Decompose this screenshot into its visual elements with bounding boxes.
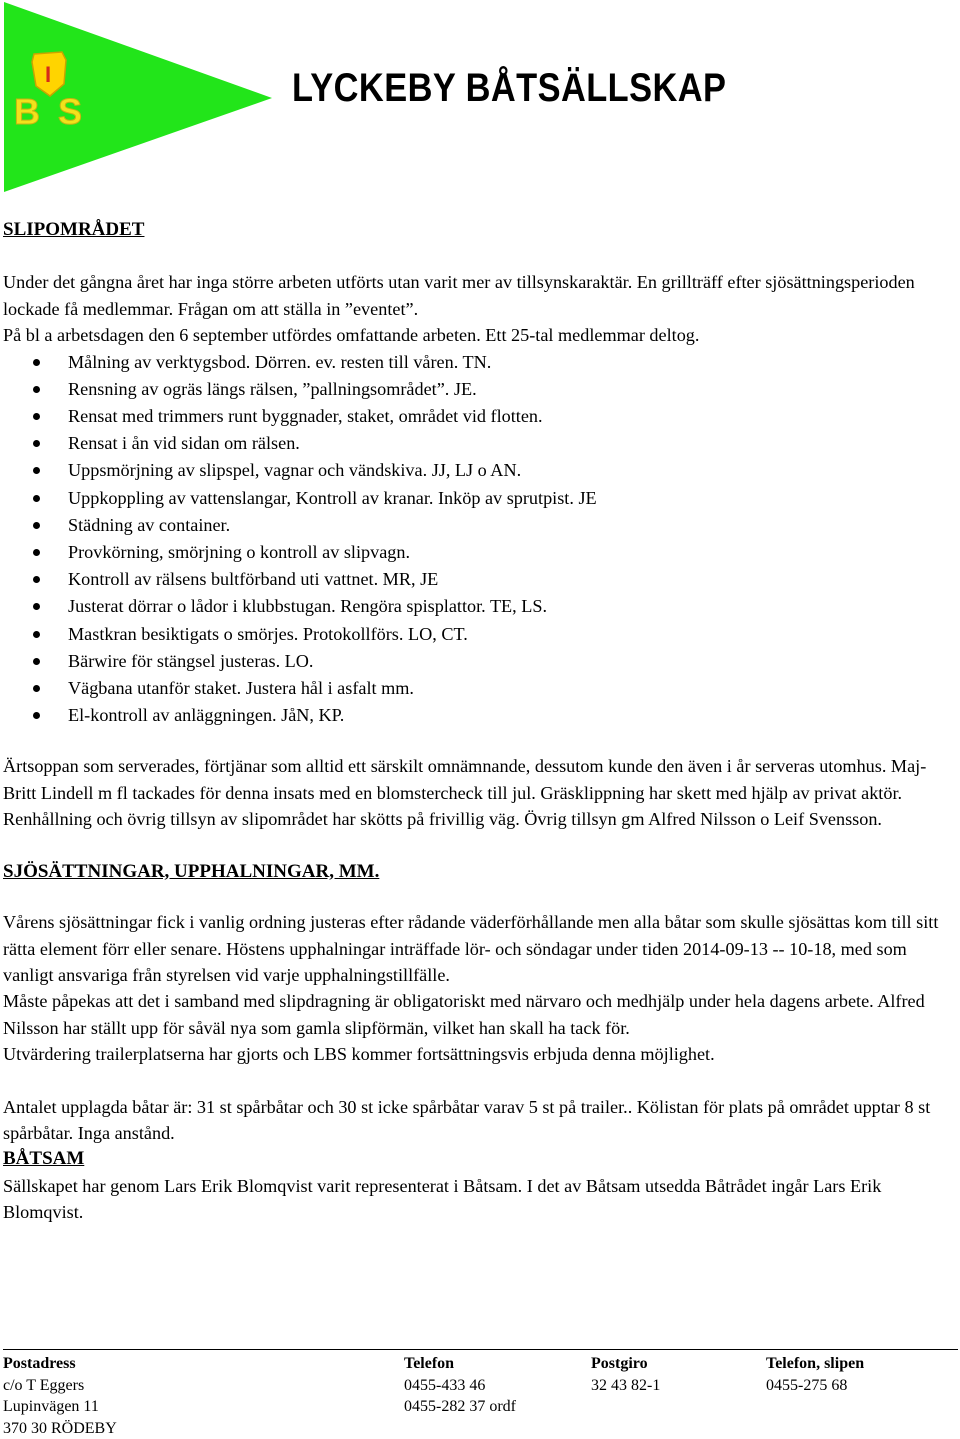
slip-task-item (3, 457, 958, 484)
svg-text:I: I (45, 62, 51, 87)
slip-task-text: Bärwire för stängsel justeras. LO. (68, 651, 313, 671)
launch-paragraph: Vårens sjösättningar fick i vanlig ordning justeras efter rådande väderförhållande men alla båtar som skulle sjösättas kom till sitt rätta element förr eller senare. Höstens upphalningar inträffade lör- och söndagar under tiden 2014-09-13 -- 10-18, med som vanligt ansvariga från styrelsen vid varje upphalningstillfälle. (3, 909, 958, 988)
slip-task-item (3, 648, 958, 675)
slip-task-item (3, 593, 958, 620)
footer-telefon (404, 1353, 516, 1418)
slip-task-item (3, 512, 958, 539)
footer-label: Telefon, slipen (766, 1353, 864, 1375)
slip-task-item (3, 430, 958, 457)
footer-postgiro (591, 1353, 660, 1396)
bullet-icon (33, 712, 40, 719)
slip-intro-paragraph: Under det gångna året har inga större arbeten utförts utan varit mer av tillsynskaraktär. En grillträff efter sjösättningsperioden lockade få medlemmar. Frågan om att ställa in ”eventet”. (3, 269, 958, 322)
slip-intro-paragraph: På bl a arbetsdagen den 6 september utfördes omfattande arbeten. Ett 25-tal medlemmar deltog. (3, 322, 958, 348)
slip-task-text: Justerat dörrar o lådor i klubbstugan. Rengöra spisplattor. TE, LS. (68, 596, 547, 616)
bullet-icon (33, 522, 40, 529)
slip-task-text: Städning av container. (68, 515, 230, 535)
storage-paragraph: Antalet upplagda båtar är: 31 st spårbåtar och 30 st icke spårbåtar varav 5 st på trailer.. Kölistan för plats på området upptar 8 st spårbåtar. Inga anstånd. (3, 1094, 958, 1147)
footer-value: 0455-275 68 (766, 1375, 864, 1397)
footer-value: Lupinvägen 11 (3, 1396, 117, 1418)
slip-task-text: Provkörning, smörjning o kontroll av slipvagn. (68, 542, 410, 562)
logo-letter-b: B (14, 91, 40, 132)
slip-task-item (3, 621, 958, 648)
document-body (3, 217, 958, 1226)
bullet-icon (33, 440, 40, 447)
footer-postadress (3, 1353, 117, 1439)
logo-letter-s: S (58, 91, 82, 132)
slip-task-text: Rensat i ån vid sidan om rälsen. (68, 433, 300, 453)
slip-task-item (3, 403, 958, 430)
club-pennant-logo (4, 2, 274, 194)
footer-value: c/o T Eggers (3, 1375, 117, 1397)
slip-task-text: Rensat med trimmers runt byggnader, staket, området vid flotten. (68, 406, 543, 426)
launch-heading: SJÖSÄTTNINGAR, UPPHALNINGAR, MM. (3, 859, 958, 885)
footer-telefon-slipen (766, 1353, 864, 1396)
slip-heading: SLIPOMRÅDET (3, 217, 958, 243)
slip-task-item (3, 539, 958, 566)
slip-task-text: Uppsmörjning av slipspel, vagnar och vändskiva. JJ, LJ o AN. (68, 460, 521, 480)
batsam-paragraph: Sällskapet har genom Lars Erik Blomqvist varit representerat i Båtsam. I det av Båtsam utsedda Båtrådet ingår Lars Erik Blomqvist. (3, 1173, 958, 1226)
slip-task-text: Kontroll av rälsens bultförband uti vattnet. MR, JE (68, 569, 438, 589)
slip-task-text: Vägbana utanför staket. Justera hål i asfalt mm. (68, 678, 414, 698)
slip-task-item (3, 376, 958, 403)
footer-label: Telefon (404, 1353, 516, 1375)
slip-task-text: Målning av verktygsbod. Dörren. ev. resten till våren. TN. (68, 352, 491, 372)
slip-task-item (3, 485, 958, 512)
organization-name: LYCKEBY BÅTSÄLLSKAP (292, 66, 726, 111)
slip-task-text: El-kontroll av anläggningen. JåN, KP. (68, 705, 344, 725)
bullet-icon (33, 549, 40, 556)
footer-value: 0455-433 46 (404, 1375, 516, 1397)
bullet-icon (33, 603, 40, 610)
bullet-icon (33, 467, 40, 474)
footer-value: 370 30 RÖDEBY (3, 1418, 117, 1439)
slip-task-list (3, 349, 958, 730)
footer-value: 32 43 82-1 (591, 1375, 660, 1397)
slip-task-item (3, 566, 958, 593)
slip-task-text: Rensning av ogräs längs rälsen, ”pallningsområdet”. JE. (68, 379, 477, 399)
bullet-icon (33, 495, 40, 502)
slip-task-item (3, 349, 958, 376)
footer-label: Postadress (3, 1353, 117, 1375)
bullet-icon (33, 576, 40, 583)
bullet-icon (33, 386, 40, 393)
slip-task-text: Mastkran besiktigats o smörjes. Protokollförs. LO, CT. (68, 624, 468, 644)
footer-divider (3, 1349, 958, 1350)
bullet-icon (33, 685, 40, 692)
bullet-icon (33, 631, 40, 638)
bullet-icon (33, 359, 40, 366)
bullet-icon (33, 658, 40, 665)
launch-paragraph: Måste påpekas att det i samband med slipdragning är obligatoriskt med närvaro och medhjälp under hela dagens arbete. Alfred Nilsson har ställt upp för såväl nya som gamla slipförmän, vilket han skall ha tack för. (3, 988, 958, 1041)
slip-task-text: Uppkoppling av vattenslangar, Kontroll av kranar. Inköp av sprutpist. JE (68, 488, 597, 508)
bullet-icon (33, 413, 40, 420)
slip-outro-paragraph: Ärtsoppan som serverades, förtjänar som alltid ett särskilt omnämnande, dessutom kunde den även i år serveras utomhus. Maj-Britt Lindell m fl tackades för denna insats med en blomstercheck till jul. Gräsklippning har skett med hjälp av privat aktör. Renhållning och övrig tillsyn av slipområdet har skötts på frivillig väg. Övrig tillsyn gm Alfred Nilsson o Leif Svensson. (3, 753, 958, 832)
launch-paragraph: Utvärdering trailerplatserna har gjorts och LBS kommer fortsättningsvis erbjuda denna möjlighet. (3, 1041, 958, 1067)
letterhead (0, 0, 960, 200)
footer-value: 0455-282 37 ordf (404, 1396, 516, 1418)
footer-label: Postgiro (591, 1353, 660, 1375)
batsam-heading: BÅTSAM (3, 1146, 958, 1172)
slip-task-item (3, 675, 958, 702)
slip-task-item (3, 702, 958, 729)
